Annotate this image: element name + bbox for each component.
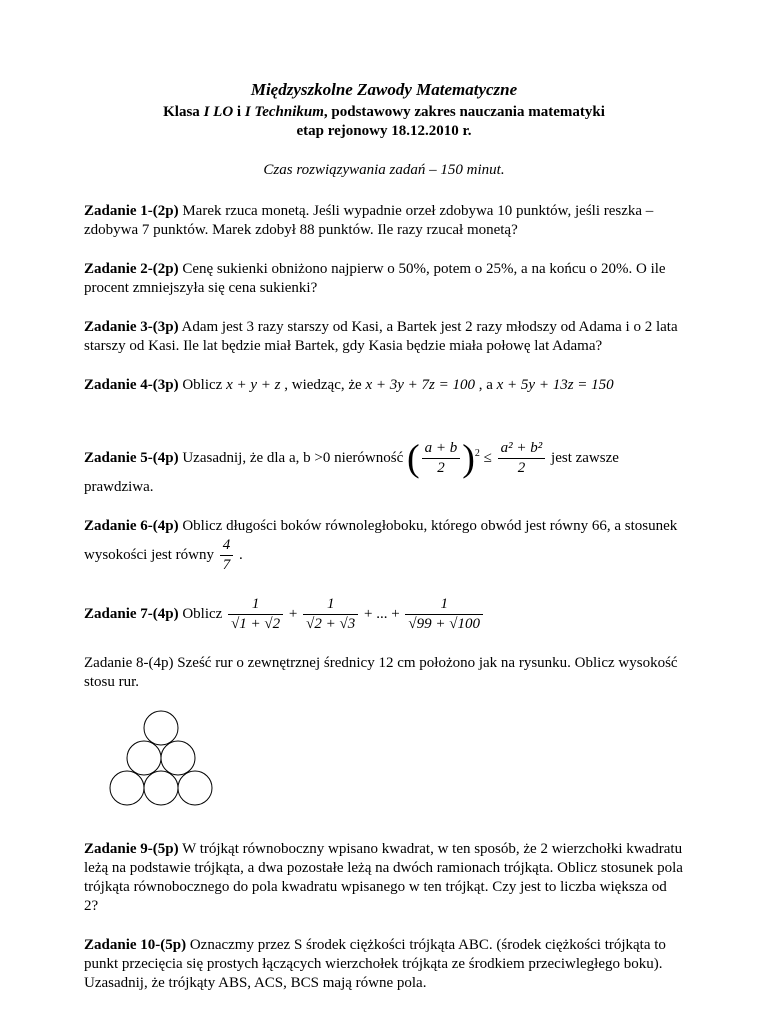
stage-line: etap rejonowy 18.12.2010 r. [296,123,472,139]
equation: x + 5y + 13z = 150 [496,377,614,393]
task-label: Zadanie 1-(2p) [84,203,179,219]
pipe-circle [144,771,178,805]
pipe-circle [178,771,212,805]
class-line: Klasa I LO i I Technikum, podstawowy zakres nauczania matematyki [163,104,605,120]
task-3 [84,318,684,356]
task-label: Zadanie 10-(5p) [84,937,187,953]
task-text: Zadanie 8-(4p) Sześć rur o zewnętrznej średnicy 12 cm położono jak na rysunku. Oblicz wysokość stosu rur. [84,655,678,690]
exam-page [84,80,684,1013]
task-7: Zadanie 7-(4p) Oblicz $\frac{1}{√1 + √2}$ + $\frac{1}{√2 + √3}$ + ... + $\frac{1}{√99 + √100}$ [84,595,684,634]
task-label: Zadanie 2-(2p) [84,261,179,277]
task-text: Marek rzuca monetą. Jeśli wypadnie orzeł zdobywa 10 punktów, jeśli reszka – zdobywa 7 punktów. Marek zdobył 88 punktów. Ile razy rzucał monetą? [84,203,654,238]
task-2 [84,260,684,298]
fraction: $\frac{a + b}{2}$ [422,439,461,478]
pipe-circle [161,741,195,775]
task-6: Zadanie 6-(4p) Oblicz długości boków równoległoboku, którego obwód jest równy 66, a stosunek wysokości jest równy $\frac{4}{7}$ . [84,518,678,573]
equation: x + 3y + 7z = 100 [365,377,475,393]
task-1 [84,202,684,240]
task-label: Zadanie 3-(3p) [84,319,179,335]
task-9 [84,840,684,916]
task-8 [84,654,684,692]
task-text: Cenę sukienki obniżono najpierw o 50%, potem o 25%, a na końcu o 20%. O ile procent zmniejszyła się cena sukienki? [84,261,666,296]
task-5: Zadanie 5-(4p) Uzasadnij, że dla a, b >0 nierówność ( $\frac{a + b}{2}$ )$^2$ ≤ $\frac{\text{a² + b²}}{2}$ jest zawsze prawdziwa. [84,437,619,495]
inequality: ( $\frac{a + b}{2}$ )$^2$ ≤ $\frac{\text{a² + b²}}{2}$ [407,450,551,466]
pipe-circle [110,771,144,805]
task-text: Oznaczmy przez S środek ciężkości trójkąta ABC. (środek ciężkości trójkąta to punkt przecięcia się prostych łączących wierzchołek trójkąta ze środkiem przeciwległego boku). Uzasadnij, że trójkąty ABS, ACS, BCS mają równe pola. [84,937,666,991]
task-label: Zadanie 9-(5p) [84,841,179,857]
task-label: Zadanie 4-(3p) [84,377,179,393]
pipe-circle [127,741,161,775]
fraction: $\frac{1}{√2 + √3}$ [303,595,358,634]
task-label: Zadanie 5-(4p) [84,449,179,466]
fraction: $\frac{1}{√1 + √2}$ [228,595,283,634]
fraction: $\frac{\text{a² + b²}}{2}$ [498,439,546,478]
pipes-figure [102,710,222,820]
task-10 [84,936,684,993]
fraction: $\frac{4}{7}$ [220,536,234,575]
task-text: Adam jest 3 razy starszy od Kasi, a Bartek jest 2 razy młodszy od Adama i o 2 lata starszy od Kasi. Ile lat będzie miał Bartek, gdy Kasia będzie miała połowę lat Adama? [84,319,678,354]
expression: x + y + z [226,377,281,393]
page-title: Międzyszkolne Zawody Matematyczne [250,80,518,99]
fraction: $\frac{1}{√99 + √100}$ [405,595,483,634]
task-text: W trójkąt równoboczny wpisano kwadrat, w ten sposób, że 2 wierzchołki kwadratu leżą na podstawie trójkąta, a dwa pozostałe leżą na dwóch ramionach trójkąta. Oblicz stosunek pola trójkąta równobocznego do pola kwadratu wpisanego w ten trójkąt. Czy jest to liczba większa od 2? [84,841,683,914]
task-label: Zadanie 6-(4p) [84,518,179,534]
task-label: Zadanie 7-(4p) [84,605,179,622]
task-4: Zadanie 4-(3p) Oblicz x + y + z , wiedząc, że x + 3y + 7z = 100 , a x + 5y + 13z = 150 [84,377,614,393]
pipe-circle [144,711,178,745]
time-limit: Czas rozwiązywania zadań – 150 minut. [263,162,505,178]
